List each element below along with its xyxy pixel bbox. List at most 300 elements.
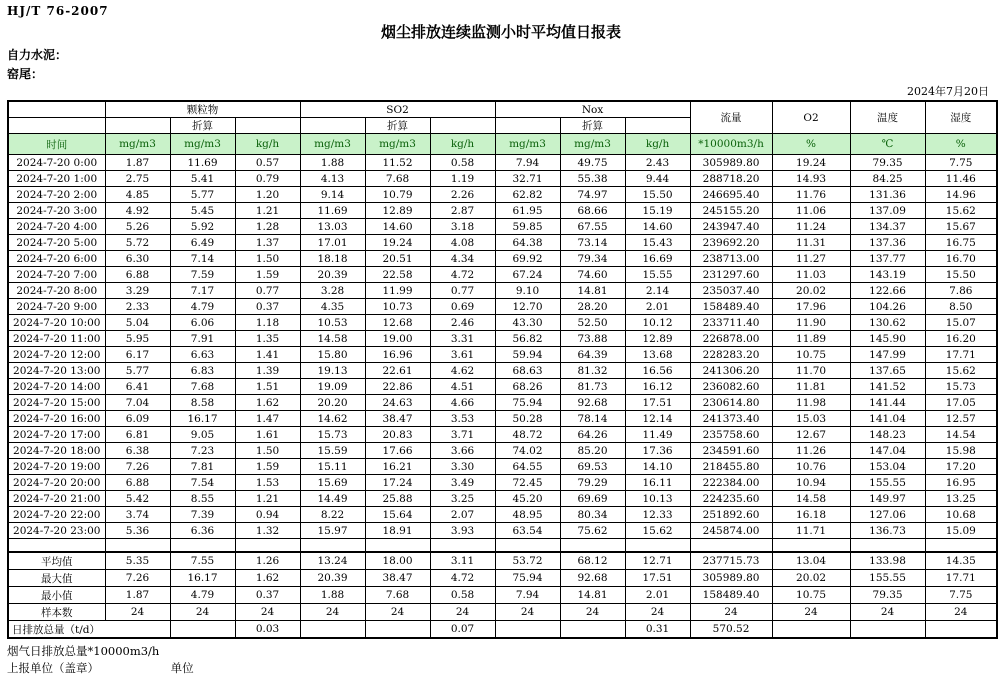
value-cell: 32.71: [495, 171, 560, 187]
time-cell: 2024-7-20 23:00: [8, 523, 105, 539]
value-cell: 8.50: [925, 299, 997, 315]
daily-total-value-cell: 0.03: [235, 621, 300, 639]
data-row: [8, 251, 997, 267]
value-cell: 20.83: [365, 427, 430, 443]
value-cell: 14.10: [625, 459, 690, 475]
value-cell: 12.70: [495, 299, 560, 315]
unit-header: mg/m3: [300, 134, 365, 155]
value-cell: 137.77: [850, 251, 925, 267]
value-cell: 4.79: [170, 299, 235, 315]
value-cell: 11.31: [772, 235, 850, 251]
time-cell: 2024-7-20 21:00: [8, 491, 105, 507]
value-cell: 11.99: [365, 283, 430, 299]
value-cell: 74.02: [495, 443, 560, 459]
value-cell: 12.33: [625, 507, 690, 523]
value-cell: 22.61: [365, 363, 430, 379]
summary-value-cell: 24: [850, 604, 925, 621]
summary-value-cell: 38.47: [365, 570, 430, 587]
daily-total-value-cell: [365, 621, 430, 639]
value-cell: 56.82: [495, 331, 560, 347]
value-cell: 22.86: [365, 379, 430, 395]
value-cell: 234591.60: [690, 443, 772, 459]
value-cell: 137.36: [850, 235, 925, 251]
value-cell: 16.96: [365, 347, 430, 363]
value-cell: 3.71: [430, 427, 495, 443]
value-cell: 15.09: [925, 523, 997, 539]
summary-value-cell: 24: [560, 604, 625, 621]
blank-cell: [495, 118, 560, 134]
value-cell: 0.79: [235, 171, 300, 187]
value-cell: 73.14: [560, 235, 625, 251]
value-cell: 28.20: [560, 299, 625, 315]
value-cell: 245155.20: [690, 203, 772, 219]
value-cell: 1.59: [235, 267, 300, 283]
value-cell: 48.72: [495, 427, 560, 443]
data-row: [8, 219, 997, 235]
summary-value-cell: 24: [925, 604, 997, 621]
value-cell: 16.69: [625, 251, 690, 267]
summary-value-cell: 305989.80: [690, 570, 772, 587]
value-cell: 4.34: [430, 251, 495, 267]
time-cell: 2024-7-20 4:00: [8, 219, 105, 235]
col-temp: 温度: [850, 101, 925, 134]
summary-value-cell: 0.58: [430, 587, 495, 604]
summary-value-cell: 79.35: [850, 587, 925, 604]
value-cell: 16.95: [925, 475, 997, 491]
value-cell: 15.50: [625, 187, 690, 203]
summary-value-cell: 12.71: [625, 552, 690, 570]
value-cell: 5.77: [170, 187, 235, 203]
value-cell: 122.66: [850, 283, 925, 299]
time-cell: 2024-7-20 15:00: [8, 395, 105, 411]
value-cell: 17.20: [925, 459, 997, 475]
value-cell: 72.45: [495, 475, 560, 491]
value-cell: 238713.00: [690, 251, 772, 267]
summary-value-cell: 24: [170, 604, 235, 621]
summary-value-cell: 237715.73: [690, 552, 772, 570]
value-cell: 84.25: [850, 171, 925, 187]
value-cell: 7.23: [170, 443, 235, 459]
value-cell: 75.94: [495, 395, 560, 411]
value-cell: 241306.20: [690, 363, 772, 379]
summary-value-cell: 4.72: [430, 570, 495, 587]
value-cell: 10.68: [925, 507, 997, 523]
summary-value-cell: 17.51: [625, 570, 690, 587]
subheader-zhesuan-pm: 折算: [170, 118, 235, 134]
unit-label: 单位: [170, 661, 194, 675]
report-table: [7, 100, 998, 639]
value-cell: 19.00: [365, 331, 430, 347]
value-cell: 226878.00: [690, 331, 772, 347]
value-cell: 20.51: [365, 251, 430, 267]
value-cell: 1.50: [235, 251, 300, 267]
blank-cell: [300, 539, 365, 553]
time-cell: 2024-7-20 20:00: [8, 475, 105, 491]
value-cell: 69.92: [495, 251, 560, 267]
value-cell: 15.73: [925, 379, 997, 395]
value-cell: 15.73: [300, 427, 365, 443]
col-flow: 流量: [690, 101, 772, 134]
summary-row: [8, 587, 997, 604]
value-cell: 80.34: [560, 507, 625, 523]
value-cell: 9.05: [170, 427, 235, 443]
data-row: [8, 155, 997, 171]
value-cell: 64.55: [495, 459, 560, 475]
value-cell: 1.18: [235, 315, 300, 331]
value-cell: 12.89: [365, 203, 430, 219]
time-cell: 2024-7-20 10:00: [8, 315, 105, 331]
value-cell: 3.18: [430, 219, 495, 235]
time-cell: 2024-7-20 1:00: [8, 171, 105, 187]
daily-total-value-cell: 0.07: [430, 621, 495, 639]
value-cell: 45.20: [495, 491, 560, 507]
value-cell: 62.82: [495, 187, 560, 203]
value-cell: 148.23: [850, 427, 925, 443]
value-cell: 149.97: [850, 491, 925, 507]
summary-value-cell: 24: [365, 604, 430, 621]
value-cell: 68.63: [495, 363, 560, 379]
value-cell: 0.77: [235, 283, 300, 299]
summary-value-cell: 20.02: [772, 570, 850, 587]
value-cell: 64.38: [495, 235, 560, 251]
company-label: 自力水泥：: [7, 48, 68, 62]
data-row: [8, 235, 997, 251]
time-cell: 2024-7-20 11:00: [8, 331, 105, 347]
value-cell: 48.95: [495, 507, 560, 523]
summary-value-cell: 92.68: [560, 570, 625, 587]
value-cell: 15.03: [772, 411, 850, 427]
value-cell: 92.68: [560, 395, 625, 411]
daily-total-value-cell: [560, 621, 625, 639]
value-cell: 1.41: [235, 347, 300, 363]
blank-cell: [365, 539, 430, 553]
summary-value-cell: 5.35: [105, 552, 170, 570]
value-cell: 1.37: [235, 235, 300, 251]
summary-value-cell: 53.72: [495, 552, 560, 570]
time-cell: 2024-7-20 9:00: [8, 299, 105, 315]
summary-value-cell: 13.24: [300, 552, 365, 570]
value-cell: 1.28: [235, 219, 300, 235]
flue-total-label: 烟气日排放总量*10000m3/h: [7, 644, 160, 658]
value-cell: 12.57: [925, 411, 997, 427]
value-cell: 17.24: [365, 475, 430, 491]
value-cell: 17.05: [925, 395, 997, 411]
value-cell: 2.07: [430, 507, 495, 523]
value-cell: 2.43: [625, 155, 690, 171]
group-header-row: [8, 101, 997, 118]
value-cell: 6.36: [170, 523, 235, 539]
site-label: 窑尾：: [7, 67, 44, 81]
data-row: [8, 363, 997, 379]
value-cell: 9.14: [300, 187, 365, 203]
data-row: [8, 459, 997, 475]
value-cell: 14.49: [300, 491, 365, 507]
value-cell: 4.85: [105, 187, 170, 203]
data-row: [8, 443, 997, 459]
summary-value-cell: 24: [690, 604, 772, 621]
data-row: [8, 427, 997, 443]
value-cell: 67.55: [560, 219, 625, 235]
value-cell: 1.39: [235, 363, 300, 379]
summary-row: [8, 552, 997, 570]
value-cell: 3.28: [300, 283, 365, 299]
unit-header: %: [772, 134, 850, 155]
time-header-blank: [8, 101, 105, 118]
value-cell: 69.69: [560, 491, 625, 507]
value-cell: 3.29: [105, 283, 170, 299]
value-cell: 1.87: [105, 155, 170, 171]
summary-value-cell: 13.04: [772, 552, 850, 570]
value-cell: 19.09: [300, 379, 365, 395]
value-cell: 235037.40: [690, 283, 772, 299]
value-cell: 59.85: [495, 219, 560, 235]
col-group-pm: 颗粒物: [105, 101, 300, 118]
time-cell: 2024-7-20 5:00: [8, 235, 105, 251]
time-cell: 2024-7-20 22:00: [8, 507, 105, 523]
summary-value-cell: 14.35: [925, 552, 997, 570]
daily-total-value-cell: [850, 621, 925, 639]
value-cell: 7.26: [105, 459, 170, 475]
value-cell: 43.30: [495, 315, 560, 331]
summary-value-cell: 1.87: [105, 587, 170, 604]
value-cell: 3.74: [105, 507, 170, 523]
value-cell: 2.87: [430, 203, 495, 219]
value-cell: 2.01: [625, 299, 690, 315]
value-cell: 8.58: [170, 395, 235, 411]
value-cell: 15.55: [625, 267, 690, 283]
value-cell: 15.69: [300, 475, 365, 491]
time-column-header: 时间: [8, 134, 105, 155]
value-cell: 10.75: [772, 347, 850, 363]
value-cell: 16.56: [625, 363, 690, 379]
value-cell: 15.43: [625, 235, 690, 251]
value-cell: 14.58: [772, 491, 850, 507]
doc-code: HJ/T 76-2007: [7, 4, 109, 18]
time-cell: 2024-7-20 3:00: [8, 203, 105, 219]
value-cell: 19.24: [365, 235, 430, 251]
col-group-nox: Nox: [495, 101, 690, 118]
value-cell: 64.26: [560, 427, 625, 443]
value-cell: 245874.00: [690, 523, 772, 539]
value-cell: 6.63: [170, 347, 235, 363]
value-cell: 14.58: [300, 331, 365, 347]
value-cell: 14.62: [300, 411, 365, 427]
value-cell: 16.75: [925, 235, 997, 251]
value-cell: 8.55: [170, 491, 235, 507]
value-cell: 1.88: [300, 155, 365, 171]
blank-cell: [850, 539, 925, 553]
value-cell: 15.62: [625, 523, 690, 539]
value-cell: 241373.40: [690, 411, 772, 427]
data-row: [8, 187, 997, 203]
value-cell: 5.04: [105, 315, 170, 331]
value-cell: 38.47: [365, 411, 430, 427]
value-cell: 13.68: [625, 347, 690, 363]
value-cell: 7.81: [170, 459, 235, 475]
value-cell: 11.81: [772, 379, 850, 395]
value-cell: 2.14: [625, 283, 690, 299]
data-row: [8, 379, 997, 395]
blank-cell: [430, 118, 495, 134]
value-cell: 3.93: [430, 523, 495, 539]
value-cell: 4.13: [300, 171, 365, 187]
value-cell: 74.97: [560, 187, 625, 203]
table-body: [8, 155, 997, 639]
value-cell: 1.62: [235, 395, 300, 411]
unit-header: mg/m3: [170, 134, 235, 155]
value-cell: 18.91: [365, 523, 430, 539]
value-cell: 158489.40: [690, 299, 772, 315]
value-cell: 251892.60: [690, 507, 772, 523]
value-cell: 11.46: [925, 171, 997, 187]
value-cell: 231297.60: [690, 267, 772, 283]
value-cell: 2.33: [105, 299, 170, 315]
unit-header: ℃: [850, 134, 925, 155]
value-cell: 7.86: [925, 283, 997, 299]
value-cell: 235758.60: [690, 427, 772, 443]
value-cell: 15.97: [300, 523, 365, 539]
value-cell: 230614.80: [690, 395, 772, 411]
value-cell: 10.76: [772, 459, 850, 475]
value-cell: 1.21: [235, 491, 300, 507]
value-cell: 85.20: [560, 443, 625, 459]
summary-value-cell: 158489.40: [690, 587, 772, 604]
unit-header: *10000m3/h: [690, 134, 772, 155]
value-cell: 17.01: [300, 235, 365, 251]
value-cell: 14.54: [925, 427, 997, 443]
value-cell: 6.38: [105, 443, 170, 459]
data-row: [8, 523, 997, 539]
summary-value-cell: 7.68: [365, 587, 430, 604]
value-cell: 11.89: [772, 331, 850, 347]
value-cell: 6.09: [105, 411, 170, 427]
value-cell: 9.10: [495, 283, 560, 299]
summary-value-cell: 7.75: [925, 587, 997, 604]
spacer-row: [8, 539, 997, 553]
value-cell: 134.37: [850, 219, 925, 235]
value-cell: 14.60: [625, 219, 690, 235]
value-cell: 0.69: [430, 299, 495, 315]
value-cell: 16.20: [925, 331, 997, 347]
summary-value-cell: 75.94: [495, 570, 560, 587]
value-cell: 243947.40: [690, 219, 772, 235]
time-cell: 2024-7-20 7:00: [8, 267, 105, 283]
value-cell: 141.52: [850, 379, 925, 395]
value-cell: 7.68: [170, 379, 235, 395]
value-cell: 24.63: [365, 395, 430, 411]
value-cell: 1.51: [235, 379, 300, 395]
summary-value-cell: 4.79: [170, 587, 235, 604]
value-cell: 147.04: [850, 443, 925, 459]
time-cell: 2024-7-20 0:00: [8, 155, 105, 171]
data-row: [8, 171, 997, 187]
value-cell: 6.81: [105, 427, 170, 443]
time-cell: 2024-7-20 2:00: [8, 187, 105, 203]
blank-cell: [105, 539, 170, 553]
summary-value-cell: 16.17: [170, 570, 235, 587]
value-cell: 16.17: [170, 411, 235, 427]
value-cell: 6.49: [170, 235, 235, 251]
summary-label: 最小值: [8, 587, 105, 604]
col-o2: O2: [772, 101, 850, 134]
value-cell: 19.13: [300, 363, 365, 379]
value-cell: 16.11: [625, 475, 690, 491]
blank-cell: [8, 118, 105, 134]
value-cell: 52.50: [560, 315, 625, 331]
value-cell: 17.96: [772, 299, 850, 315]
value-cell: 2.46: [430, 315, 495, 331]
summary-value-cell: 0.37: [235, 587, 300, 604]
value-cell: 11.52: [365, 155, 430, 171]
value-cell: 3.31: [430, 331, 495, 347]
value-cell: 288718.20: [690, 171, 772, 187]
value-cell: 7.94: [495, 155, 560, 171]
value-cell: 224235.60: [690, 491, 772, 507]
summary-value-cell: 24: [495, 604, 560, 621]
value-cell: 236082.60: [690, 379, 772, 395]
blank-cell: [625, 118, 690, 134]
summary-value-cell: 24: [772, 604, 850, 621]
value-cell: 11.27: [772, 251, 850, 267]
value-cell: 131.36: [850, 187, 925, 203]
summary-value-cell: 24: [105, 604, 170, 621]
value-cell: 18.18: [300, 251, 365, 267]
time-cell: 2024-7-20 19:00: [8, 459, 105, 475]
summary-label: 最大值: [8, 570, 105, 587]
value-cell: 7.39: [170, 507, 235, 523]
blank-cell: [495, 539, 560, 553]
value-cell: 15.64: [365, 507, 430, 523]
value-cell: 3.30: [430, 459, 495, 475]
table-footer: [7, 643, 995, 677]
value-cell: 233711.40: [690, 315, 772, 331]
data-row: [8, 491, 997, 507]
value-cell: 1.19: [430, 171, 495, 187]
value-cell: 17.71: [925, 347, 997, 363]
value-cell: 3.53: [430, 411, 495, 427]
value-cell: 1.21: [235, 203, 300, 219]
page-title: 烟尘排放连续监测小时平均值日报表: [380, 23, 621, 41]
value-cell: 6.88: [105, 475, 170, 491]
value-cell: 6.41: [105, 379, 170, 395]
value-cell: 10.94: [772, 475, 850, 491]
value-cell: 7.17: [170, 283, 235, 299]
value-cell: 130.62: [850, 315, 925, 331]
blank-cell: [925, 539, 997, 553]
summary-value-cell: 7.55: [170, 552, 235, 570]
summary-value-cell: 24: [235, 604, 300, 621]
summary-value-cell: 1.26: [235, 552, 300, 570]
value-cell: 10.79: [365, 187, 430, 203]
unit-header: kg/h: [430, 134, 495, 155]
summary-value-cell: 24: [300, 604, 365, 621]
value-cell: 1.53: [235, 475, 300, 491]
value-cell: 4.51: [430, 379, 495, 395]
col-group-so2: SO2: [300, 101, 495, 118]
value-cell: 228283.20: [690, 347, 772, 363]
value-cell: 50.28: [495, 411, 560, 427]
subheader-zhesuan-so2: 折算: [365, 118, 430, 134]
value-cell: 5.36: [105, 523, 170, 539]
value-cell: 137.65: [850, 363, 925, 379]
value-cell: 15.67: [925, 219, 997, 235]
value-cell: 6.06: [170, 315, 235, 331]
value-cell: 1.61: [235, 427, 300, 443]
value-cell: 19.24: [772, 155, 850, 171]
value-cell: 141.44: [850, 395, 925, 411]
blank-cell: [772, 539, 850, 553]
value-cell: 4.08: [430, 235, 495, 251]
